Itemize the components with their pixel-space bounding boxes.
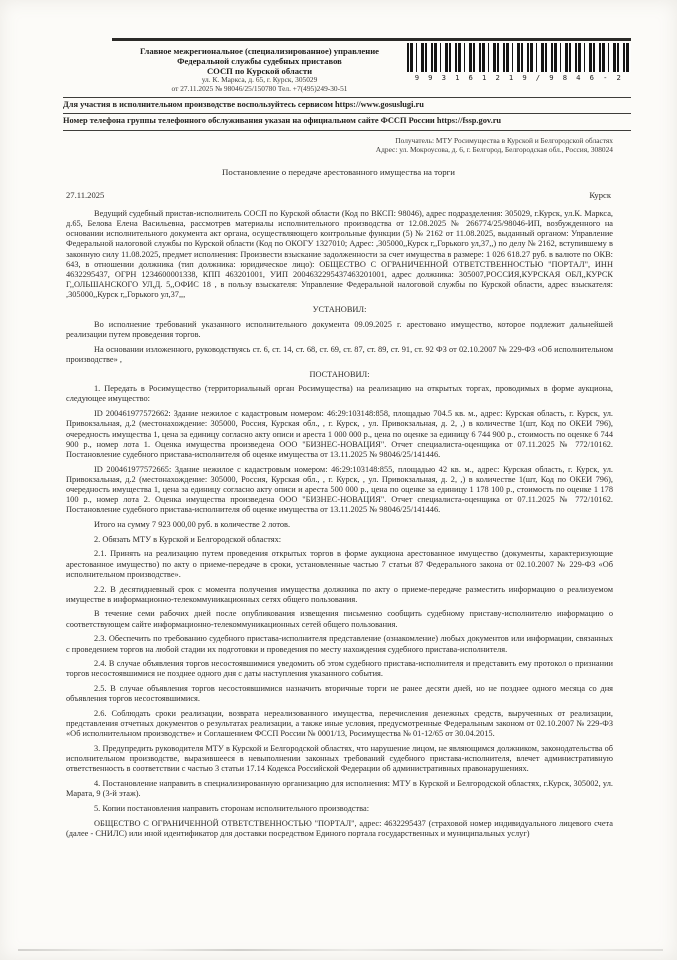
body-paragraph: 2.1. Принять на реализацию путем проведения открытых торгов в форме аукциона арестованное имущество (документы, характеризующие арестованное имущество) по акту о приеме-передаче в сроки, установленные частью 7 статьи 87 Федерального закона от 02.10.2007 № 229-ФЗ «Об исполнительном производстве».: [66, 549, 613, 579]
divider-rule: [63, 130, 631, 131]
section-heading: ПОСТАНОВИЛ:: [309, 369, 370, 379]
body-paragraph: ID 200461977572665: Здание нежилое с кадастровым номером: 46:29:103148:855, площадью 42 кв. м., адрес: Курская область, г. Курск, ул. Привокзальная, д.2 (местонахождение: 305000, Россия, Курская обл., , г. Курск, , ул. Привокзальная, д. 2, ,) в количестве 1(шт, Код по ОКЕИ 796), очередность имущества 1, цена за единицу согласно акту описи и ареста 500 000 р., цена по оценке за единицу 1 178 100 р., стоимость по оценке 1 178 100 р., номер лота 2. Оценка имущества произведена ООО "БИЗНЕС-НОВАЦИЯ". Отчет специалиста-оценщика от 07.11.2025 № 772/10162. Постановление судебного пристава-исполнителя об оценке имущества от 13.11.2025 № 98046/25/141446.: [66, 464, 613, 515]
barcode-image: [407, 43, 631, 72]
body-paragraph: 2.4. В случае объявления торгов несостоявшимися уведомить об этом судебного пристава-исполнителя и представить ему протокол о признании торгов несостоявшимися не позднее одного дня с даты наступления указанного события.: [66, 659, 613, 679]
org-name-line1: Главное межрегиональное (специализированное) управление: [140, 46, 379, 56]
document-body: [66, 209, 613, 839]
barcode-digits: 9 9 3 1 6 1 2 1 9 / 9 8 4 6 - 2: [414, 73, 624, 82]
letterhead: [112, 38, 631, 94]
body-paragraph: 2.3. Обеспечить по требованию судебного пристава-исполнителя представление (ознакомление) любых документов или информации, связанных с проведением торгов на любой стадии их подготовки и проведения по месту нахождения судебного пристава-исполнителя.: [66, 634, 613, 654]
body-paragraph: 2.6. Соблюдать сроки реализации, возврата нереализованного имущества, перечисления денежных средств, вырученных от реализации, представления отчетных документов о результатах реализации, а также иные условия, предусмотренные Федеральным законом от 02.10.2007 № 229-ФЗ «Об исполнительном производстве» и Соглашением ФССП России № 0001/13, Росимущества № 01-12/65 от 30.04.2015.: [66, 709, 613, 739]
scan-edge-artifact: [18, 949, 663, 951]
body-paragraph: В течение семи рабочих дней после опубликования извещения письменно сообщить судебному приставу-исполнителю информацию о соответствующем сайте информационно-телекоммуникационных сетей общего пользования.: [66, 609, 613, 629]
barcode-block: [407, 41, 631, 82]
document-ref-number: от 27.11.2025 № 98046/25/150780 Тел. +7(495)249-30-51: [171, 83, 348, 93]
body-paragraph: Во исполнение требований указанного исполнительного документа 09.09.2025 г. арестовано имущество, которое подлежит дальнейшей реализации путем проведения торгов.: [66, 319, 613, 339]
body-paragraph: Ведущий судебный пристав-исполнитель СОСП по Курской области (Код по ВКСП: 98046), адрес подразделения: 305029, г.Курск, ул.К. Маркса, д.65, Белова Елена Васильевна, рассмотрев материалы исполнительного производства от 12.08.2025 № 266774/25/98046-ИП, возбужденного на основании исполнительного документа акт органа, осуществляющего контрольные функции (5) № 2162 от 11.08.2025, выданный органом: Управление Федеральной налоговой службы по Курской области (Код по ОКОГУ 1327010; Адрес: ,305000,,Курск г,,Горького ул,37,,) по делу № 2162, вступившему в законную силу 11.08.2025, предмет исполнения: Произвести взыскание задолженности за счет имущества в размере: 1 026 618.27 руб. в валюте по ОКВ: 643, в отношении должника (тип должника: юридическое лицо): ОБЩЕСТВО С ОГРАНИЧЕННОЙ ОТВЕТСТВЕННОСТЬЮ "ПОРТАЛ", ИНН 4632295437, ОГРН 1234600001338, КПП 463201001, УИП 2004632295437463201001, адрес должника: 305007,РОССИЯ,КУРСКАЯ ОБЛ,,КУРСК Г,,ОЛЬШАНСКОГО УЛ,Д. 5,,ОФИС 18 , в пользу взыскателя: Управление Федеральной налоговой службы по Курской области, адрес взыскателя: ,305000,,Курск г,,Горького ул,37,,,: [66, 209, 613, 300]
document-city: Курск: [589, 190, 611, 200]
phone-notice: Номер телефона группы телефонного обслуживания указан на официальном сайте ФССП России https://fssp.gov.ru: [63, 116, 502, 126]
org-address: ул. К. Маркса, д. 65, г. Курск, 305029: [201, 75, 318, 84]
body-paragraph: На основании изложенного, руководствуясь ст. 6, ст. 14, ст. 68, ст. 69, ст. 87, ст. 89, ст. 91, ст. 92 ФЗ от 02.10.2007 № 229-ФЗ «Об исполнительном производстве» ,: [66, 344, 613, 364]
org-name-line3: СОСП по Курской области: [206, 66, 313, 76]
recipient-name: Получатель: МТУ Росимущества в Курской и Белгородской областях: [395, 135, 613, 145]
body-paragraph: ОБЩЕСТВО С ОГРАНИЧЕННОЙ ОТВЕТСТВЕННОСТЬЮ "ПОРТАЛ", адрес: 4632295437 (страховой номер индивидуального лицевого счета (далее - СНИЛС) или иной идентификатор для доставки посредством Единого портала государственных и муниципальных услуг): [66, 818, 613, 838]
date-city-row: [66, 190, 611, 200]
body-paragraph: 2.5. В случае объявления торгов несостоявшимися назначить вторичные торги не ранее десяти дней, но не позднее одного месяца со дня объявления торгов несостоявшимися.: [66, 684, 613, 704]
document-title: Постановление о передаче арестованного имущества на торги: [222, 167, 455, 177]
document-date: 27.11.2025: [66, 190, 105, 200]
recipient-block: [0, 136, 613, 154]
letterhead-org-block: [112, 41, 407, 94]
divider-rule: [63, 113, 631, 114]
section-heading: УСТАНОВИЛ:: [312, 305, 367, 314]
recipient-address: Адрес: ул. Мокроусова, д. 6, г. Белгород, Белгородская обл., Россия, 308024: [375, 144, 613, 154]
body-paragraph: 4. Постановление направить в специализированную организацию для исполнения: МТУ в Курской и Белгородской областях, г.Курск, 305002, ул. Марата, 9 (3-й этаж).: [66, 779, 613, 799]
gosuslugi-notice: Для участия в исполнительном производстве воспользуйтесь сервисом https://www.gosuslugi.ru: [63, 99, 424, 109]
body-paragraph: ID 200461977572662: Здание нежилое с кадастровым номером: 46:29:103148:858, площадью 704.5 кв. м., адрес: Курская область, г. Курск, ул. Привокзальная, д.2 (местонахождение: 305000, Россия, Курская обл., , г. Курск, , ул. Привокзальная, д. 2, ,) в количестве 1(шт, Код по ОКЕИ 796), очередность имущества 1, цена за единицу согласно акту описи и ареста 1 000 000 р., цена по оценке за единицу 6 744 900 р., стоимость по оценке 6 744 900 р., номер лота 1. Оценка имущества произведена ООО "БИЗНЕС-НОВАЦИЯ". Отчет специалиста-оценщика от 07.11.2025 № 772/10162. Постановление судебного пристава-исполнителя об оценке имущества от 13.11.2025 № 98046/25/141446.: [66, 409, 613, 459]
body-paragraph: 5. Копии постановления направить сторонам исполнительного производства:: [94, 804, 370, 814]
org-name-line2: Федеральной службы судебных приставов: [177, 56, 342, 66]
body-paragraph: 2. Обязать МТУ в Курской и Белгородской областях:: [94, 534, 282, 544]
divider-rule: [63, 97, 631, 98]
body-paragraph: Итого на сумму 7 923 000,00 руб. в количестве 2 лотов.: [94, 519, 291, 529]
body-paragraph: 2.2. В десятидневный срок с момента получения имущества должника по акту о приеме-передаче разместить информацию о реализуемом имуществе в информационно-телекоммуникационных сетях общего пользования.: [66, 584, 613, 604]
body-paragraph: 3. Предупредить руководителя МТУ в Курской и Белгородской областях, что нарушение лицом, не являющимся должником, законодательства об исполнительном производстве, выразившееся в невыполнении законных требований судебного пристава-исполнителя, влечет административную ответственность в соответствии с частью 3 статьи 17.14 Кодекса Российской Федерации об административных правонарушениях.: [66, 744, 613, 774]
body-paragraph: 1. Передать в Росимущество (территориальный орган Росимущества) на реализацию на открытых торгах, проводимых в форме аукциона, следующее имущество:: [66, 384, 613, 404]
